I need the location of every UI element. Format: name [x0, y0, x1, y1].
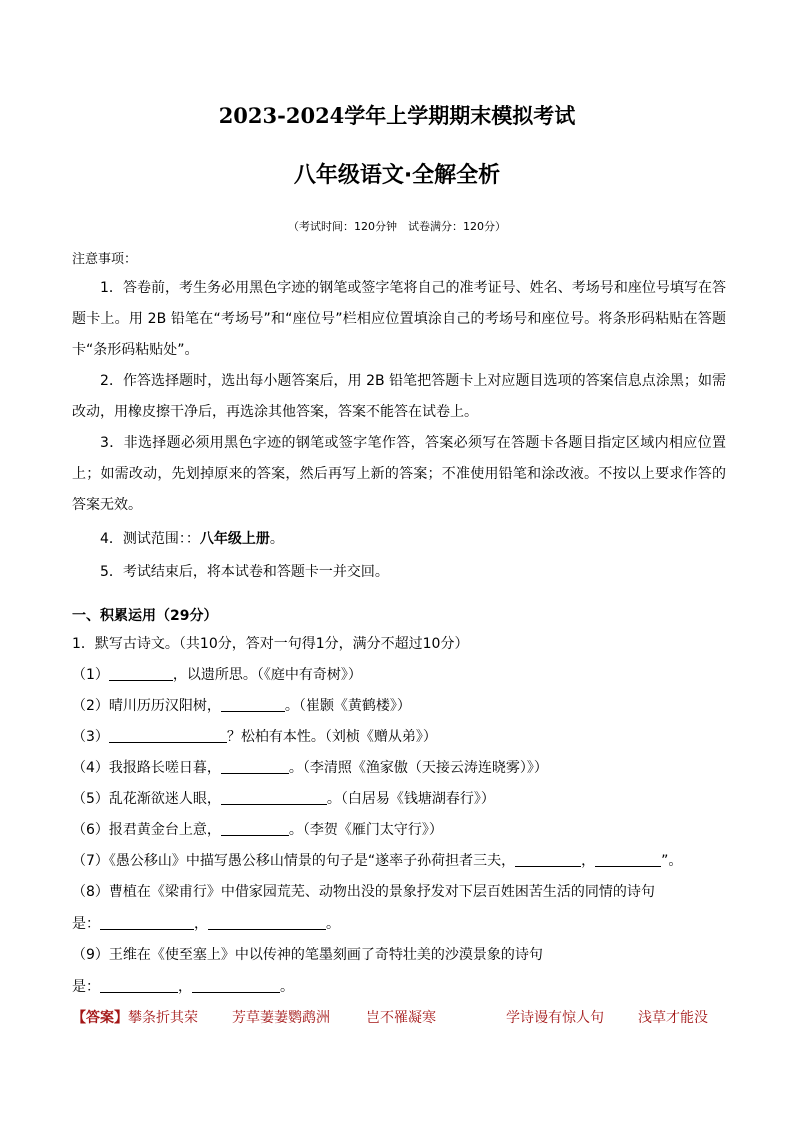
answer-label: 【答案】 [72, 1010, 128, 1026]
subquestion-1: （1） ，以遗所思。（《庭中有奇树》） [72, 667, 362, 683]
answer-item-4: 学诗谩有惊人句 [506, 1010, 604, 1026]
subquestion-9: （9）王维在《使至塞上》中以传神的笔墨刻画了奇特壮美的沙漠景象的诗句 [72, 947, 543, 963]
answer-blank[interactable] [100, 978, 178, 993]
notice-title: 注意事项： [72, 252, 138, 267]
answer-item-3: 岂不罹凝寒 [366, 1010, 436, 1026]
answer-blank[interactable] [221, 759, 289, 774]
subquestion-3: （3） ？松柏有本性。（刘桢《赠从弟》） [72, 729, 437, 745]
section-title: 一、积累运用（29分） [72, 608, 218, 624]
answer-blank[interactable] [208, 915, 326, 930]
notice-item-2: 2．作答选择题时，选出每小题答案后，用 2B 铅笔把答题卡上对应题目选项的答案信息点涂黑；如需改动，用橡皮擦干净后，再选涂其他答案，答案不能答在试卷上。 [72, 373, 726, 420]
answer-blank[interactable] [221, 697, 285, 712]
subquestion-7: （7）《愚公移山》中描写愚公移山情景的句子是“遂率子孙荷担者三夫， ， ”。 [72, 853, 683, 869]
subquestion-6: （6）报君黄金台上意， 。（李贺《雁门太守行》） [72, 822, 443, 838]
answer-item-2: 芳草萋萋鹦鹉洲 [232, 1010, 330, 1026]
exam-info: （考试时间：120分钟 试卷满分：120分） [288, 220, 506, 233]
subquestion-2: （2）晴川历历汉阳树， 。（崔颢《黄鹤楼》） [72, 698, 411, 714]
subquestion-8-blanks: 是： ， 。 [72, 916, 340, 932]
answer-item-5: 浅草才能没 [638, 1010, 708, 1026]
answer-blank[interactable] [515, 852, 581, 867]
question-1: 1．默写古诗文。（共10分，答对一句得1分，满分不超过10分） [72, 636, 469, 652]
answer-blank[interactable] [192, 978, 280, 993]
answer-blank[interactable] [595, 852, 661, 867]
notice-item-1: 1．答卷前，考生务必用黑色字迹的钢笔或签字笔将自己的准考证号、姓名、考场号和座位号填写在答题卡上。用 2B 铅笔在“考场号”和“座位号”栏相应位置填涂自己的考场号和座位号。将条形码粘贴在答题卡“条形码粘贴处”。 [72, 280, 726, 358]
answer-blank[interactable] [109, 666, 173, 681]
test-scope-value: 八年级上册 [199, 531, 270, 547]
answer-blank[interactable] [109, 728, 227, 743]
subquestion-4: （4）我报路长嗟日暮， 。（李清照《渔家傲（天接云涛连晓雾）》） [72, 760, 548, 776]
answer-blank[interactable] [221, 790, 327, 805]
subquestion-8: （8）曹植在《梁甫行》中借家园荒芜、动物出没的景象抒发对下层百姓困苦生活的同情的诗句 [72, 884, 655, 900]
document-subtitle: 八年级语文·全解全析 [293, 163, 501, 188]
subquestion-5: （5）乱花渐欲迷人眼， 。（白居易《钱塘湖春行》） [72, 791, 495, 807]
document-title: 2023-2024学年上学期期末模拟考试 [218, 103, 576, 128]
notice-item-5: 5．考试结束后，将本试卷和答题卡一并交回。 [100, 564, 389, 580]
notice-item-4: 4．测试范围：：八年级上册。 [100, 531, 284, 547]
answer-item-1: 攀条折其荣 [128, 1010, 198, 1026]
answer-blank[interactable] [221, 821, 289, 836]
subquestion-9-blanks: 是： ， 。 [72, 979, 294, 995]
notice-item-3: 3．非选择题必须用黑色字迹的钢笔或签字笔作答，答案必须写在答题卡各题目指定区域内相应位置上；如需改动，先划掉原来的答案，然后再写上新的答案；不准使用铅笔和涂改液。不按以上要求作答的答案无效。 [72, 435, 726, 513]
answer-blank[interactable] [100, 915, 194, 930]
